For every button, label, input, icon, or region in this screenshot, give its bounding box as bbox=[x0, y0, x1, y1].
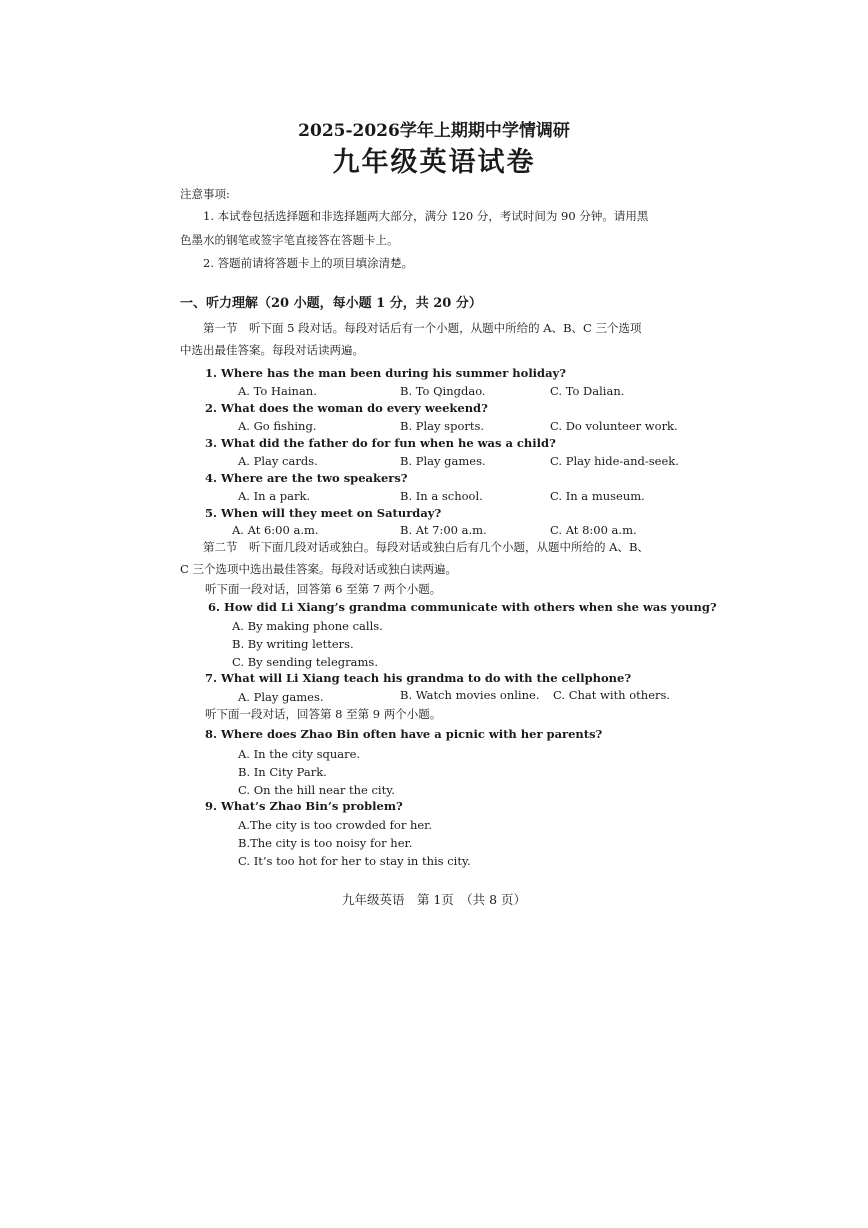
option-a: A. Play games. bbox=[238, 690, 324, 704]
question-stem: 3. What did the father do for fun when he was a child? bbox=[205, 436, 556, 450]
option-b: B. To Qingdao. bbox=[400, 384, 486, 398]
option-b: B. Watch movies online. bbox=[400, 688, 540, 702]
question-stem: 8. Where does Zhao Bin often have a picnic with her parents? bbox=[205, 727, 603, 741]
option-b: B. At 7:00 a.m. bbox=[400, 523, 487, 537]
dialogue-intro-8-9: 听下面一段对话，回答第 8 至第 9 两个小题。 bbox=[205, 707, 442, 721]
option-a: A. To Hainan. bbox=[238, 384, 317, 398]
option-c: C. In a museum. bbox=[550, 489, 645, 503]
question-stem: 6. How did Li Xiang’s grandma communicate with others when she was young? bbox=[208, 600, 717, 614]
option-a: A. In a park. bbox=[238, 489, 311, 503]
option-c: C. On the hill near the city. bbox=[238, 783, 395, 797]
option-c: C. At 8:00 a.m. bbox=[550, 523, 637, 537]
question-stem: 1. Where has the man been during his summer holiday? bbox=[205, 366, 566, 380]
question-stem: 9. What’s Zhao Bin’s problem? bbox=[205, 799, 403, 813]
exam-subject-title: 九年级英语试卷 bbox=[332, 147, 536, 178]
option-a: A. Play cards. bbox=[238, 454, 318, 468]
question-stem: 2. What does the woman do every weekend? bbox=[205, 401, 488, 415]
notes-item-1a: 1. 本试卷包括选择题和非选择题两大部分，满分 120 分，考试时间为 90 分钟。请用黑 bbox=[203, 209, 649, 223]
notes-label: 注意事项: bbox=[180, 187, 230, 201]
option-a: A. At 6:00 a.m. bbox=[232, 523, 319, 537]
question-stem: 5. When will they meet on Saturday? bbox=[205, 506, 442, 520]
option-c: C. Play hide-and-seek. bbox=[550, 454, 679, 468]
notes-item-2: 2. 答题前请将答题卡上的项目填涂清楚。 bbox=[203, 256, 414, 270]
option-c: C. Do volunteer work. bbox=[550, 419, 678, 433]
question-stem: 7. What will Li Xiang teach his grandma to do with the cellphone? bbox=[205, 671, 632, 685]
notes-item-1b: 色墨水的钢笔或签字笔直接答在答题卡上。 bbox=[180, 233, 399, 247]
option-b: B. Play games. bbox=[400, 454, 486, 468]
part2-instruction-b: C 三个选项中选出最佳答案。每段对话或独白读两遍。 bbox=[180, 562, 457, 576]
option-c: C. It’s too hot for her to stay in this city. bbox=[238, 854, 471, 868]
option-c: C. By sending telegrams. bbox=[232, 655, 378, 669]
option-a: A. By making phone calls. bbox=[232, 619, 383, 633]
option-b: B. In a school. bbox=[400, 489, 483, 503]
option-a: A. Go fishing. bbox=[238, 419, 317, 433]
option-b: B. In City Park. bbox=[238, 765, 327, 779]
part1-instruction-b: 中选出最佳答案。每段对话读两遍。 bbox=[180, 343, 364, 357]
section-heading: 一、听力理解（20 小题，每小题 1 分，共 20 分） bbox=[180, 296, 482, 311]
option-c: C. To Dalian. bbox=[550, 384, 625, 398]
page-footer: 九年级英语 第 1页 （共 8 页） bbox=[341, 892, 527, 907]
part2-instruction-a: 第二节 听下面几段对话或独白。每段对话或独白后有几个小题，从题中所给的 A、B、 bbox=[203, 540, 649, 554]
exam-term-title: 2025-2026学年上期期中学情调研 bbox=[298, 121, 570, 141]
option-b: B.The city is too noisy for her. bbox=[238, 836, 413, 850]
option-b: B. Play sports. bbox=[400, 419, 485, 433]
option-b: B. By writing letters. bbox=[232, 637, 354, 651]
option-c: C. Chat with others. bbox=[553, 688, 671, 702]
option-a: A.The city is too crowded for her. bbox=[238, 818, 433, 832]
dialogue-intro-6-7: 听下面一段对话，回答第 6 至第 7 两个小题。 bbox=[205, 582, 442, 596]
option-a: A. In the city square. bbox=[238, 747, 361, 761]
part1-instruction-a: 第一节 听下面 5 段对话。每段对话后有一个小题，从题中所给的 A、B、C 三个选项 bbox=[203, 321, 642, 335]
question-stem: 4. Where are the two speakers? bbox=[205, 471, 408, 485]
